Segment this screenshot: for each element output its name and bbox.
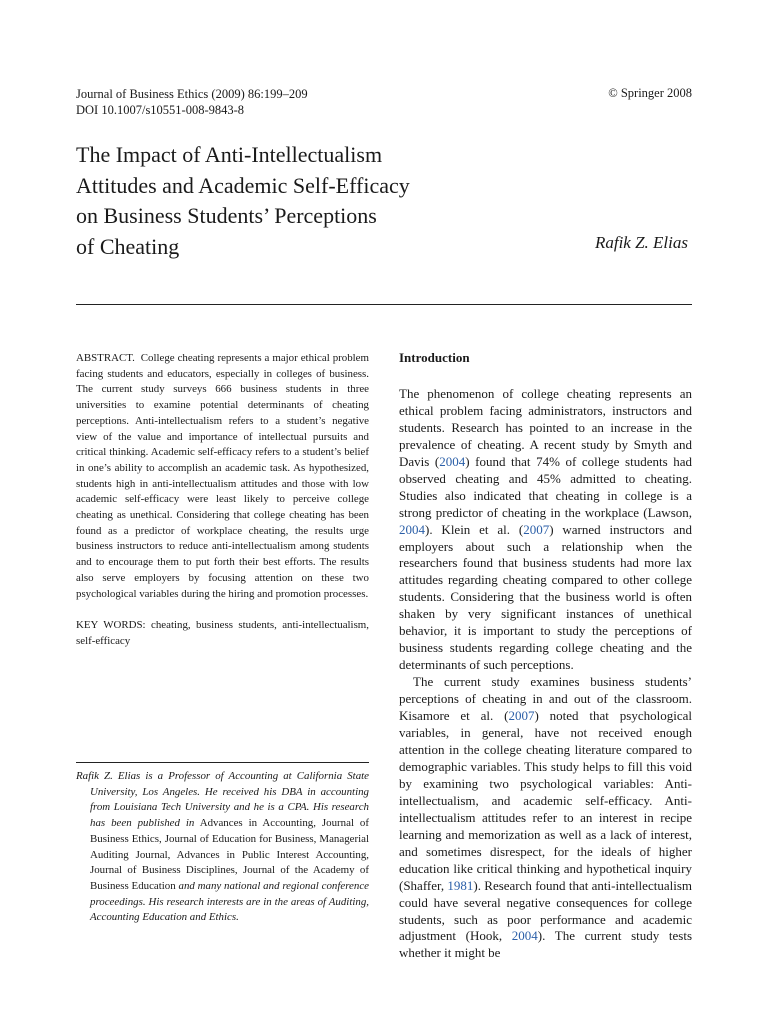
citation-link[interactable]: 2004 — [439, 453, 466, 469]
keywords-label: KEY WORDS: — [76, 619, 146, 632]
doi: DOI 10.1007/s10551-008-9843-8 — [76, 103, 245, 117]
bio-text — [76, 769, 369, 926]
title-line: Attitudes and Academic Self-Efficacy — [76, 172, 410, 198]
text: ) found that 74% of college students had observed cheating and 45% admitted to cheating. Studies also indicated that cheating in college is a strong predictor of cheating in the workplace (Lawson, — [399, 453, 692, 520]
journal-citation: Journal of Business Ethics (2009) 86:199–209 — [76, 87, 308, 101]
abstract — [76, 351, 369, 602]
paragraph — [399, 674, 692, 962]
abstract-text: College cheating represents a major ethical problem facing students and educators, especially in colleges of business. The current study surveys 666 business students in three universities to examine potential determinants of cheating perceptions. Anti-intellectualism refers to a student’s negative view of the value and importance of intellectual pursuits and critical thinking. Academic self-efficacy refers to a student’s belief in one’s ability to accomplish an academic task. As hypothesized, students high in anti-intellectualism attitudes and those with low academic self-efficacy were least likely to perceive college cheating as unethical. Considering that college cheating has been found as a predictor of workplace cheating, the results urge business instructors to reduce anti-intellectualism among students and to encourage them to put forth their best efforts. The results also serve employers by focusing attention on these two psychological variables during the hiring and promotion processes. — [76, 352, 369, 600]
text: ). Klein et al. ( — [425, 521, 524, 537]
text: ) noted that psychological variables, in general, have not received enough attention in the college cheating literature compared to demographic variables. This study helps to fill this void by examining two psychological variables: Anti-intellectualism, and academic self-efficacy. Anti-intellectualism attitudes refer to an interest in recipe learning and memorization as well as a lack of interest, and sometimes disrespect, for the ideals of higher education like critical thinking and hypothetical inquiry (Shaffer, — [399, 708, 692, 893]
abstract-label: ABSTRACT. — [76, 352, 135, 364]
keywords-text: cheating, business students, anti-intellectualism, self-efficacy — [76, 619, 370, 647]
article-title — [76, 140, 516, 262]
text: ). Research found that anti-intellectualism could have several negative consequences for college students, such as poor performance and academic adjustment (Hook, — [399, 877, 692, 944]
title-line: of Cheating — [76, 233, 180, 259]
title-line: on Business Students’ Perceptions — [76, 203, 377, 228]
footnote-divider — [76, 762, 369, 763]
text: The phenomenon of college cheating represents an ethical problem facing administrators, instructors and students. Research has pointed to an increase in the prevalence of cheating. A recent study by Smyth and Davis ( — [399, 385, 692, 469]
citation-link[interactable]: 2004 — [399, 521, 425, 537]
paragraph — [399, 386, 692, 674]
abstract-column — [76, 351, 369, 650]
text: ) warned instructors and employers about such a relationship when the researchers found that business students had more lax attitudes regarding cheating compared to other college students. Considering that the business world is often shaken by very significant instances of unethical behavior, it is important to study the perceptions of business students regarding college cheating and the determinants of such perceptions. — [399, 521, 692, 673]
author-bio — [76, 769, 369, 926]
bio-part-1: Rafik Z. Elias is a Professor of Accounting at California State University, Los Angeles. He received his DBA in accounting from Louisiana Tech University and he is a CPA. His research has been published in — [76, 770, 369, 830]
title-divider — [76, 304, 692, 305]
introduction-column — [399, 350, 692, 962]
bio-part-2: Advances in Accounting, Journal of Business Ethics, Journal of Education for Business, Managerial Auditing Journal, Advances in Public Interest Accounting, Journal of Business Disciplines, Journal of the Academy of Business Education — [90, 817, 369, 892]
text: The current study examines business students’ perceptions of cheating in and out of the classroom. Kisamore et al. ( — [399, 674, 692, 724]
bio-part-3: and many national and regional conference proceedings. His research interests are in the areas of Auditing, Accounting Education and Ethics. — [90, 879, 369, 924]
keywords — [76, 618, 369, 649]
citation-link[interactable]: 2007 — [508, 708, 535, 724]
section-heading: Introduction — [399, 350, 470, 365]
citation-link[interactable]: 2004 — [511, 928, 538, 944]
author-name: Rafik Z. Elias — [594, 233, 688, 252]
text: ). The current study tests whether it might be — [399, 928, 692, 961]
copyright: © Springer 2008 — [608, 86, 692, 100]
citation-link[interactable]: 2007 — [523, 521, 550, 537]
title-line: The Impact of Anti-Intellectualism — [76, 142, 383, 167]
journal-header — [76, 86, 308, 118]
citation-link[interactable]: 1981 — [447, 877, 474, 893]
